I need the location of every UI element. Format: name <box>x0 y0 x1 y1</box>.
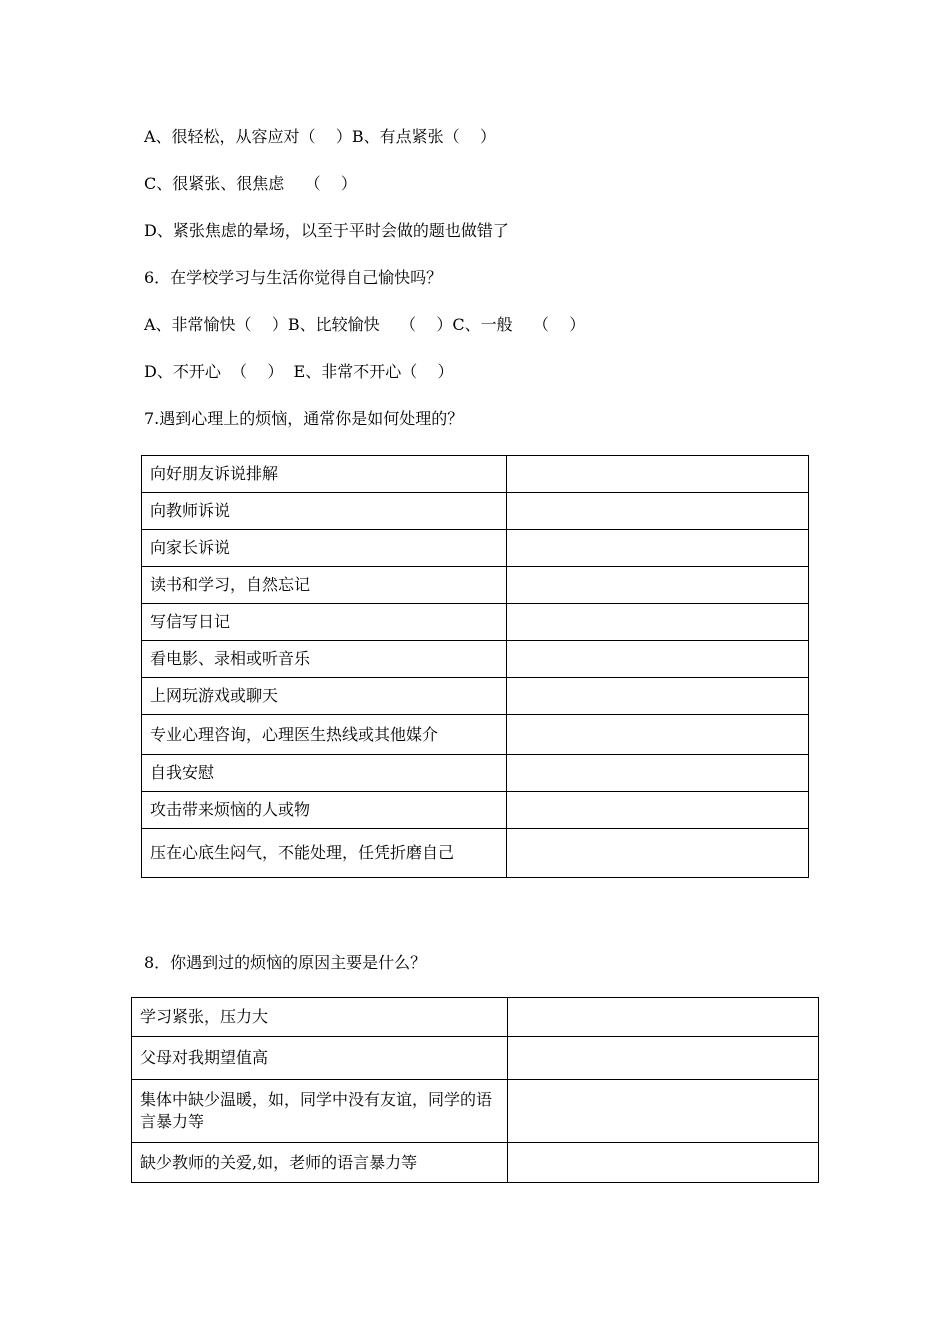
q7-answer-cell[interactable] <box>507 604 809 641</box>
q6-option-line-abc: A、非常愉快（ ）B、比较愉快 （ ）C、一般 （ ） <box>144 315 586 334</box>
table-row <box>142 604 809 641</box>
q7-answer-cell[interactable] <box>507 493 809 530</box>
q7-answer-cell[interactable] <box>507 567 809 604</box>
q8-response-table <box>131 997 819 1183</box>
q5-option-line-ab: A、很轻松，从容应对（ ）B、有点紧张（ ） <box>144 127 497 146</box>
q6-question: 6．在学校学习与生活你觉得自己愉快吗？ <box>144 268 443 287</box>
q8-option-label: 缺少教师的关爱,如，老师的语言暴力等 <box>132 1143 508 1183</box>
table-row <box>142 641 809 678</box>
table-row <box>142 530 809 567</box>
q8-answer-cell[interactable] <box>508 1080 819 1143</box>
q7-answer-cell[interactable] <box>507 678 809 715</box>
q5-option-line-c: C、很紧张、很焦虑 （ ） <box>144 174 357 193</box>
q7-option-label: 上网玩游戏或聊天 <box>142 678 507 715</box>
q7-answer-cell[interactable] <box>507 792 809 829</box>
table-row <box>142 567 809 604</box>
q8-answer-cell[interactable] <box>508 1037 819 1080</box>
table-row <box>132 998 819 1037</box>
q6-option-line-de: D、不开心 （ ） E、非常不开心（ ） <box>144 362 454 381</box>
q7-option-label: 看电影、录相或听音乐 <box>142 641 507 678</box>
q8-answer-cell[interactable] <box>508 998 819 1037</box>
q7-answer-cell[interactable] <box>507 829 809 878</box>
q7-option-label: 写信写日记 <box>142 604 507 641</box>
q7-option-label: 压在心底生闷气，不能处理，任凭折磨自己 <box>142 829 507 878</box>
q7-response-table <box>141 455 809 878</box>
q7-question: 7.遇到心理上的烦恼，通常你是如何处理的？ <box>144 409 464 428</box>
table-row <box>142 755 809 792</box>
table-row <box>142 456 809 493</box>
q7-option-label: 向家长诉说 <box>142 530 507 567</box>
q7-option-label: 专业心理咨询，心理医生热线或其他媒介 <box>142 715 507 755</box>
q7-option-label: 攻击带来烦恼的人或物 <box>142 792 507 829</box>
table-row <box>142 792 809 829</box>
q7-answer-cell[interactable] <box>507 715 809 755</box>
q8-option-label: 学习紧张，压力大 <box>132 998 508 1037</box>
q8-option-label: 集体中缺少温暖，如，同学中没有友谊，同学的语言暴力等 <box>132 1080 508 1143</box>
table-row <box>132 1080 819 1143</box>
q7-option-label: 读书和学习，自然忘记 <box>142 567 507 604</box>
q7-option-label: 向教师诉说 <box>142 493 507 530</box>
q7-option-label: 向好朋友诉说排解 <box>142 456 507 493</box>
q7-answer-cell[interactable] <box>507 530 809 567</box>
q8-question: 8．你遇到过的烦恼的原因主要是什么？ <box>144 953 427 972</box>
q8-answer-cell[interactable] <box>508 1143 819 1183</box>
table-row <box>142 829 809 878</box>
table-row <box>132 1143 819 1183</box>
table-row <box>142 678 809 715</box>
table-row <box>142 715 809 755</box>
q7-answer-cell[interactable] <box>507 641 809 678</box>
table-row <box>142 493 809 530</box>
q7-answer-cell[interactable] <box>507 755 809 792</box>
q7-option-label: 自我安慰 <box>142 755 507 792</box>
table-row <box>132 1037 819 1080</box>
q8-option-label: 父母对我期望值高 <box>132 1037 508 1080</box>
q5-option-line-d: D、紧张焦虑的晕场，以至于平时会做的题也做错了 <box>144 221 509 240</box>
q7-answer-cell[interactable] <box>507 456 809 493</box>
